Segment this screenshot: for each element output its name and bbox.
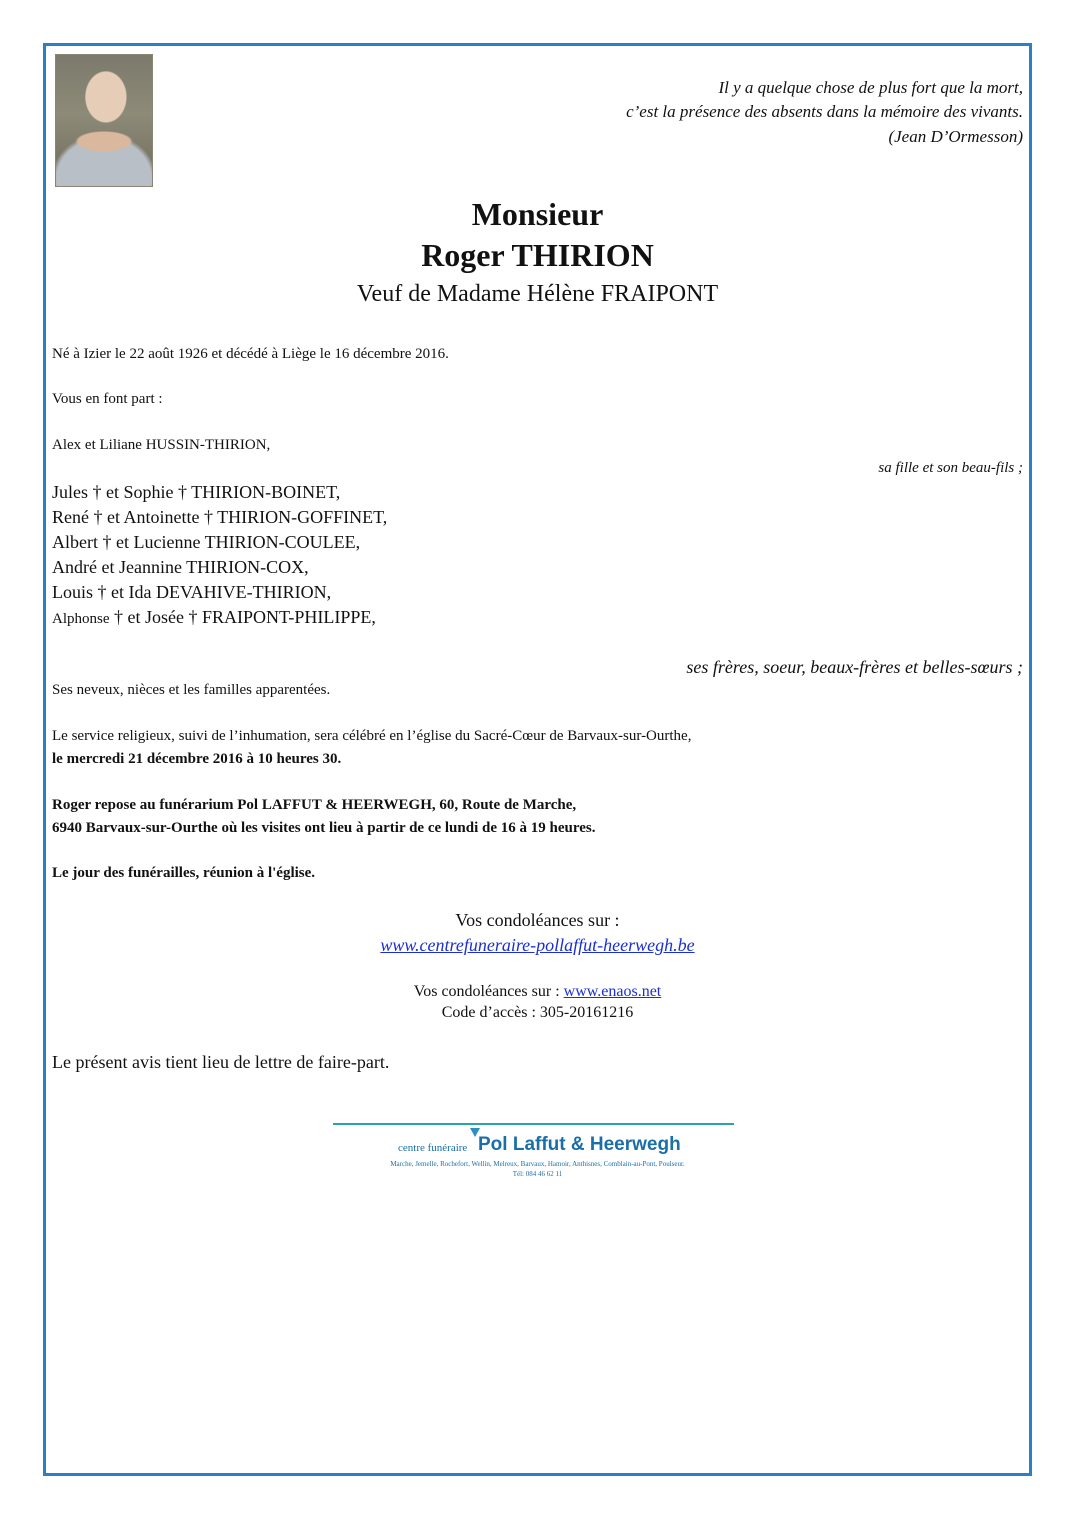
daughter-relation: sa fille et son beau-fils ; [878, 460, 1023, 476]
logo-divider [333, 1123, 734, 1125]
announce-line: Vous en font part : [52, 391, 163, 407]
logo-brand-text: Pol Laffut & Heerwegh [478, 1134, 681, 1155]
condolences-label-1: Vos condoléances sur : [455, 910, 620, 930]
portrait-photo [55, 54, 153, 187]
rest-line-1: Roger repose au funérarium Pol LAFFUT & HEERWEGH, 60, Route de Marche, [52, 797, 577, 813]
condolences-label-2: Vos condoléances sur : [413, 983, 564, 1000]
sibling-5: Louis † et Ida DEVAHIVE-THIRION, [52, 582, 332, 602]
sibling-4: André et Jeannine THIRION-COX, [52, 557, 309, 577]
sibling-6-rest: † et Josée † FRAIPONT-PHILIPPE, [109, 607, 376, 627]
sibling-3: Albert † et Lucienne THIRION-COULEE, [52, 532, 361, 552]
logo-small-text: centre funéraire [398, 1142, 468, 1154]
condolences-line-2 [43, 982, 1032, 1002]
quote-author: (Jean D’Ormesson) [888, 127, 1023, 146]
sibling-1: Jules † et Sophie † THIRION-BOINET, [52, 482, 341, 502]
nephews-line: Ses neveux, nièces et les familles apparentées. [52, 682, 331, 698]
sibling-2: René † et Antoinette † THIRION-GOFFINET, [52, 507, 388, 527]
daughter-line: Alex et Liliane HUSSIN-THIRION, [52, 437, 271, 453]
sibling-6 [52, 605, 376, 632]
widower-of: Veuf de Madame Hélène FRAIPONT [356, 281, 719, 307]
birth-death-line: Né à Izier le 22 août 1926 et décédé à Liège le 16 décembre 2016. [52, 346, 449, 362]
condolences-link-2[interactable]: www.enaos.net [563, 983, 662, 1000]
condolences-url-1-wrap [43, 933, 1032, 957]
quote-line-2: c’est la présence des absents dans la mémoire des vivants. [626, 102, 1023, 121]
deceased-name: Roger THIRION [421, 237, 654, 273]
access-code: Code d’accès : 305-20161216 [441, 1004, 634, 1021]
meeting-line: Le jour des funérailles, réunion à l'église. [52, 865, 316, 881]
logo-phone: Tél: 084 46 62 11 [512, 1170, 563, 1178]
service-line-1: Le service religieux, suivi de l’inhumation, sera célébré en l’église du Sacré-Cœur de Barvaux-sur-Ourthe, [52, 728, 692, 744]
rest-line-2: 6940 Barvaux-sur-Ourthe où les visites ont lieu à partir de ce lundi de 16 à 19 heures. [52, 820, 596, 836]
condolences-link-1[interactable]: www.centrefuneraire-pollaffut-heerwegh.be [380, 935, 695, 955]
sibling-6-first: Alphonse [52, 611, 110, 627]
closing-line: Le présent avis tient lieu de lettre de faire-part. [52, 1052, 390, 1072]
siblings-relation: ses frères, soeur, beaux-frères et belles-sœurs ; [686, 657, 1023, 677]
quote-line-1: Il y a quelque chose de plus fort que la mort, [718, 78, 1023, 97]
logo-towns: Marche, Jemelle, Rochefort, Wellin, Melreux, Barvaux, Hamoir, Anthisnes, Comblain-au-Pont, Poulseur. [390, 1160, 685, 1168]
title-honorific: Monsieur [471, 196, 604, 232]
service-line-2: le mercredi 21 décembre 2016 à 10 heures 30. [52, 751, 342, 767]
